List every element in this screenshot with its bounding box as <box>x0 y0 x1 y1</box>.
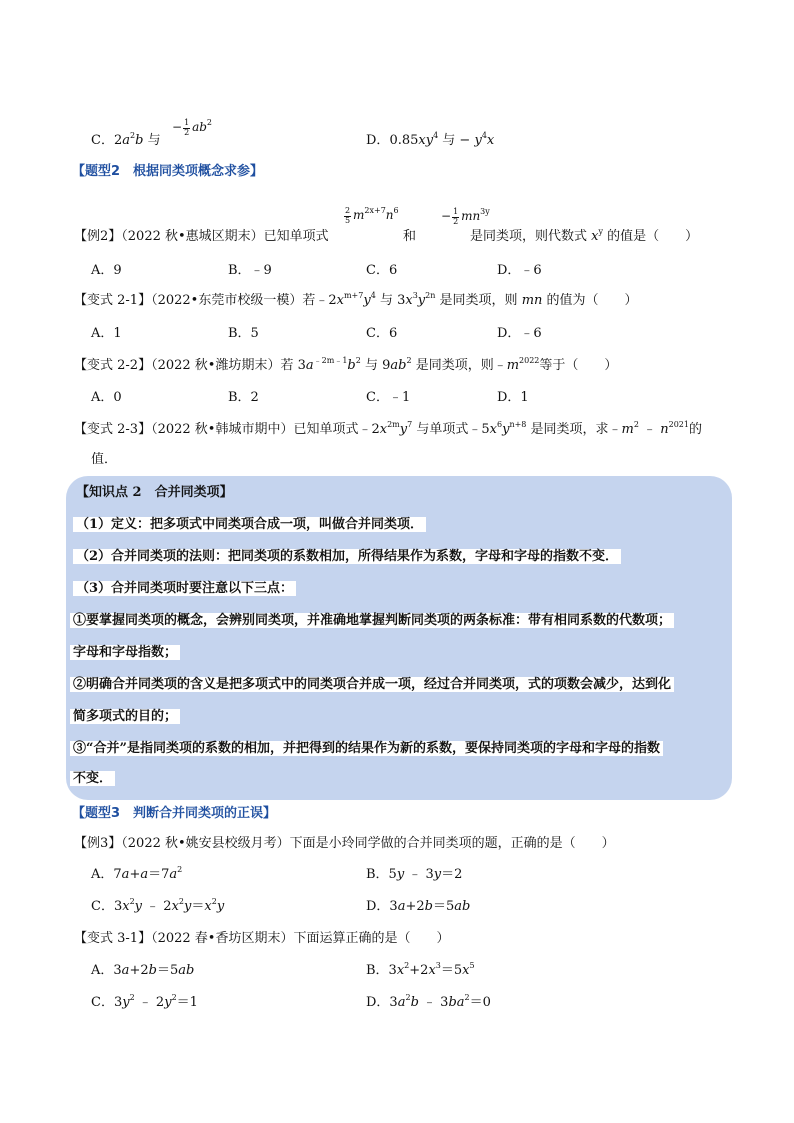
ex2-option-c: C．6 <box>366 263 398 278</box>
kp2-p6b: 不变． <box>70 770 115 788</box>
v22-option-c: C．﹣1 <box>366 390 411 405</box>
q1-option-d: D．$0.85xy^4$ 与 − $y^4x$ <box>366 131 495 148</box>
kp2-p1: （1）定义：把多项式中同类项合成一项，叫做合并同类项． <box>73 516 426 534</box>
v31-stem: 【变式 3-1】（2022 春•香坊区期末）下面运算正确的是（ ） <box>74 931 450 946</box>
kp2-p5a: ②明确合并同类项的含义是把多项式中的同类项合并成一项，经过合并同类项，式的项数会减少，达到化 <box>70 676 674 694</box>
ex2-option-d: D．﹣6 <box>497 263 542 278</box>
v31-option-d: D．$3a^2b$ ﹣ $3ba^2=0$ <box>366 993 491 1010</box>
v21-option-d: D．﹣6 <box>497 326 542 341</box>
ex3-option-a: A．$7a+a=7a^2$ <box>91 865 183 882</box>
kp2-p2: （2）合并同类项的法则：把同类项的系数相加，所得结果作为系数，字母和字母的指数不变． <box>73 548 621 566</box>
ex3-option-d: D．3a+2b＝5ab <box>366 899 471 914</box>
v31-option-c: C．$3y^2$ ﹣ $2y^2=1$ <box>91 993 198 1010</box>
kp2-p6a: ③“合并”是指同类项的系数的相加，并把得到的结果作为新的系数，要保持同类项的字母和字母的指数 <box>70 740 663 758</box>
q1-option-c-fraction: − $\frac{1}{2}$ $ab^2$ <box>172 117 212 137</box>
v21-option-b: B．5 <box>228 326 259 341</box>
ex2-monomial-2: − $\frac{1}{2}$ $mn^{3y}$ <box>441 206 490 226</box>
v23-line2: 值． <box>91 452 118 467</box>
ex2-and: 和 <box>403 229 417 244</box>
v21-option-a: A．1 <box>91 326 122 341</box>
v23-stem: 【变式 2-3】（2022 秋•韩城市期中）已知单项式$﹣2x^{2m}y^7$ 与单项式$﹣5x^6y^{n+8}$ 是同类项，求$﹣m^2$ ﹣ $n^{2021}$的 <box>74 420 702 437</box>
v22-option-d: D．1 <box>497 390 529 405</box>
v21-stem: 【变式 2-1】（2022•东莞市校级一模）若$﹣2x^{m+7}y^4$ 与 $3x^3y^{2n}$ 是同类项，则 mn 的值为（ ） <box>74 291 638 308</box>
ex3-option-c: C．$3x^2y$ ﹣ $2x^2y=x^2y$ <box>91 897 225 914</box>
kp2-p5b: 简多项式的目的； <box>70 708 180 726</box>
v31-option-a: A．3a+2b＝5ab <box>91 963 195 978</box>
v21-option-c: C．6 <box>366 326 398 341</box>
ex2-option-b: B．﹣9 <box>228 263 272 278</box>
kp2-p4a: ①要掌握同类项的概念，会辨别同类项，并准确地掌握判断同类项的两条标准：带有相同系数的代数项； <box>70 612 674 630</box>
section-heading-3: 【题型3 判断合并同类项的正误】 <box>72 806 277 821</box>
kp2-title: 【知识点 2 合并同类项】 <box>76 485 233 500</box>
ex2-option-a: A．9 <box>91 263 122 278</box>
section-heading-2: 【题型2 根据同类项概念求参】 <box>72 164 264 179</box>
q1-option-c: C．$2a^2b$ 与 <box>91 131 161 148</box>
ex3-option-b: B．5y ﹣ 3y＝2 <box>366 867 463 882</box>
v22-option-b: B．2 <box>228 390 259 405</box>
ex3-stem: 【例3】（2022 秋•姚安县校级月考）下面是小玲同学做的合并同类项的题，正确的是（ ） <box>74 836 615 851</box>
v22-option-a: A．0 <box>91 390 122 405</box>
v31-option-b: B．$3x^2+2x^3=5x^5$ <box>366 961 475 978</box>
ex2-monomial-1: $\frac{2}{5}$ $m^{2x+7}n^6$ <box>345 205 399 225</box>
ex2-tail: 是同类项，则代数式 $x^y$ 的值是（ ） <box>470 227 699 244</box>
v22-stem: 【变式 2-2】（2022 秋•潍坊期末）若 $3a^{﹣2m﹣1}b^2$ 与 $9ab^2$ 是同类项，则$﹣m^{2022}$等于（ ） <box>74 356 618 373</box>
ex2-stem: 【例2】（2022 秋•惠城区期末）已知单项式 <box>74 229 329 244</box>
kp2-p4b: 字母和字母指数； <box>70 644 180 662</box>
kp2-p3: （3）合并同类项时要注意以下三点： <box>73 580 296 598</box>
